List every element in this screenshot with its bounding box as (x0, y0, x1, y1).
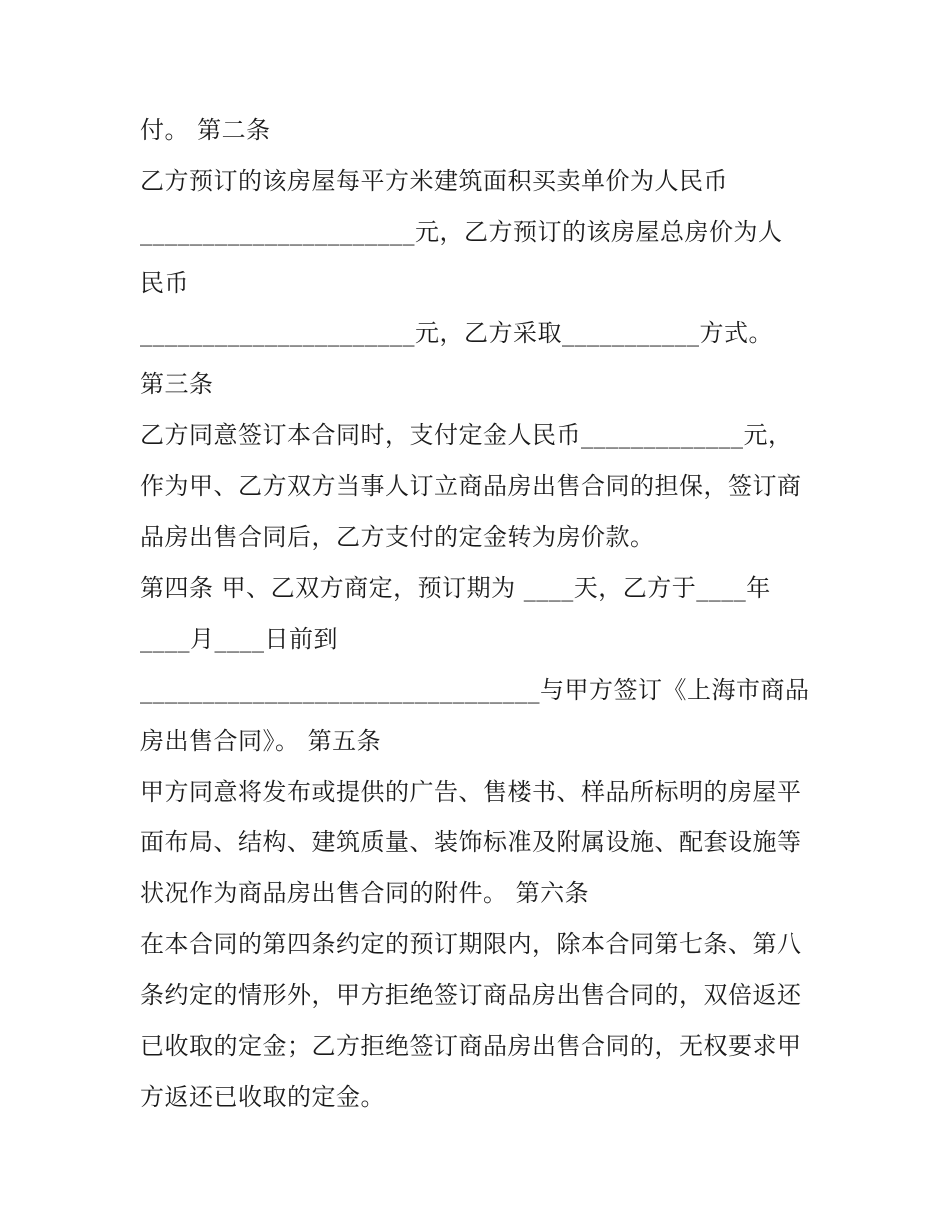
text-line: 已收取的定金；乙方拒绝签订商品房出售合同的，无权要求甲 (140, 1032, 802, 1060)
text-line: ________________________________与甲方签订《上海市商品 (140, 676, 810, 704)
text-line: 条约定的情形外，甲方拒绝签订商品房出售合同的，双倍返还 (140, 981, 802, 1009)
text-line: 作为甲、乙方双方当事人订立商品房出售合同的担保，签订商 (140, 472, 802, 500)
text-line: 民币 (140, 269, 189, 297)
text-line: 乙方同意签订本合同时，支付定金人民币_____________元， (140, 421, 793, 449)
text-line: 甲方同意将发布或提供的广告、售楼书、样品所标明的房屋平 (140, 778, 802, 806)
text-line: ____月____日前到 (140, 625, 338, 653)
text-line: 房出售合同》。 第五条 (140, 727, 382, 755)
text-line: 第三条 (140, 370, 214, 398)
text-line: 乙方预订的该房屋每平方米建筑面积买卖单价为人民币 (140, 167, 728, 195)
text-line: ______________________元，乙方采取___________方式。 (140, 319, 773, 347)
text-line: 第四条 甲、乙双方商定，预订期为 ____天，乙方于____年 (140, 574, 771, 602)
text-line: 付。 第二条 (140, 116, 271, 144)
text-line: 状况作为商品房出售合同的附件。 第六条 (140, 879, 590, 907)
text-line: ______________________元，乙方预订的该房屋总房价为人 (140, 218, 783, 246)
text-line: 面布局、结构、建筑质量、装饰标准及附属设施、配套设施等 (140, 828, 802, 856)
text-line: 品房出售合同后，乙方支付的定金转为房价款。 (140, 523, 655, 551)
text-line: 方返还已收取的定金。 (140, 1083, 385, 1111)
text-line: 在本合同的第四条约定的预订期限内，除本合同第七条、第八 (140, 930, 802, 958)
